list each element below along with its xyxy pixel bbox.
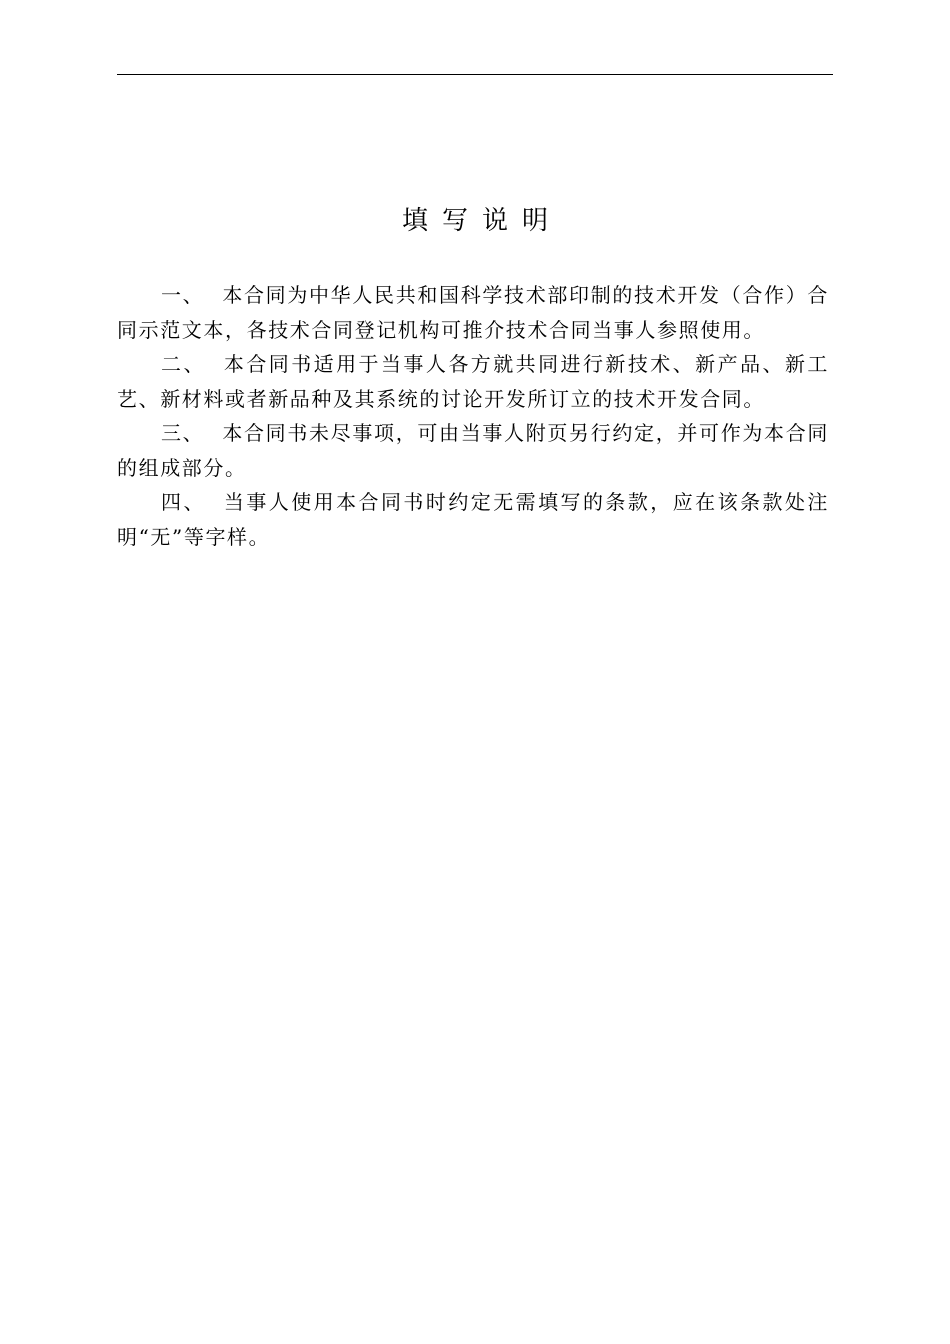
instruction-text: 本合同书未尽事项，可由当事人附页另行约定，并可作为本合同的组成部分。	[117, 421, 829, 480]
instruction-item-3	[117, 416, 829, 485]
instruction-item-1	[117, 278, 829, 347]
instruction-text: 本合同为中华人民共和国科学技术部印制的技术开发（合作）合同示范文本，各技术合同登记机构可推介技术合同当事人参照使用。	[117, 283, 829, 342]
instruction-number: 二、	[161, 352, 206, 376]
instruction-item-2	[117, 347, 829, 416]
header-rule	[117, 74, 833, 75]
document-title: 填写说明	[401, 206, 562, 236]
instruction-number: 一、	[161, 283, 205, 307]
instruction-number: 三、	[161, 421, 205, 445]
instruction-list	[117, 278, 829, 554]
instruction-text: 本合同书适用于当事人各方就共同进行新技术、新产品、新工艺、新材料或者新品种及其系统的讨论开发所订立的技术开发合同。	[117, 352, 829, 411]
instruction-item-4	[117, 485, 829, 554]
instruction-text: 当事人使用本合同书时约定无需填写的条款，应在该条款处注明“无”等字样。	[117, 490, 829, 549]
instruction-number: 四、	[161, 490, 206, 514]
